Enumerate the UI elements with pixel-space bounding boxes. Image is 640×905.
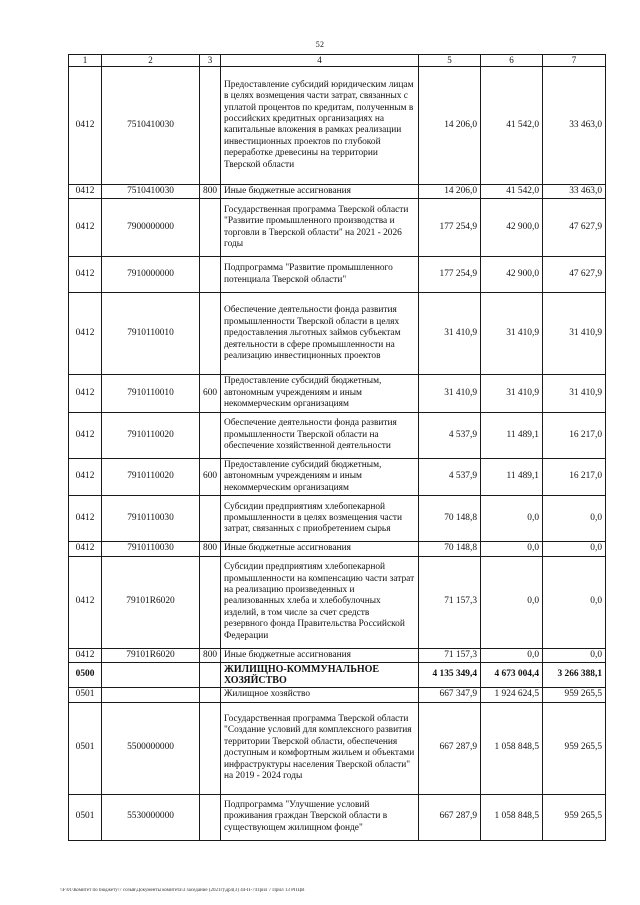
amount-cell: 70 148,8 [419, 542, 481, 556]
amount-cell: 4 135 349,4 [419, 663, 481, 688]
section-code-cell: 0412 [69, 496, 102, 542]
amount-cell: 14 206,0 [419, 184, 481, 198]
column-header: 2 [102, 55, 200, 67]
amount-cell: 0,0 [543, 648, 606, 662]
expense-type-cell [200, 66, 221, 184]
amount-cell: 31 410,9 [419, 375, 481, 412]
table-row [69, 412, 606, 458]
amount-cell: 667 287,9 [419, 794, 481, 840]
amount-cell: 33 463,0 [543, 66, 606, 184]
section-code-cell: 0412 [69, 66, 102, 184]
amount-cell: 31 410,9 [419, 293, 481, 375]
amount-cell: 31 410,9 [481, 293, 543, 375]
column-header: 6 [481, 55, 543, 67]
amount-cell: 41 542,0 [481, 184, 543, 198]
table-row [69, 458, 606, 495]
section-code-cell: 0412 [69, 257, 102, 293]
section-code-cell: 0501 [69, 702, 102, 794]
amount-cell: 0,0 [481, 542, 543, 556]
description-cell: Иные бюджетные ассигнования [221, 542, 419, 556]
target-article-cell: 7910110010 [102, 375, 200, 412]
description-cell: Подпрограмма "Развитие промышленного потенциала Тверской области" [221, 257, 419, 293]
section-code-cell: 0412 [69, 375, 102, 412]
target-article-cell: 5530000000 [102, 794, 200, 840]
amount-cell: 667 347,9 [419, 688, 481, 702]
amount-cell: 177 254,9 [419, 257, 481, 293]
amount-cell: 33 463,0 [543, 184, 606, 198]
expense-type-cell [200, 688, 221, 702]
description-cell: Жилищное хозяйство [221, 688, 419, 702]
expense-type-cell [200, 293, 221, 375]
table-row [69, 794, 606, 840]
expense-type-cell [200, 496, 221, 542]
expense-type-cell: 600 [200, 375, 221, 412]
amount-cell: 4 673 004,4 [481, 663, 543, 688]
section-code-cell: 0412 [69, 648, 102, 662]
amount-cell: 959 265,5 [543, 688, 606, 702]
target-article-cell: 7910110010 [102, 293, 200, 375]
target-article-cell: 7510410030 [102, 184, 200, 198]
table-row [69, 199, 606, 257]
expense-type-cell [200, 794, 221, 840]
amount-cell: 0,0 [481, 648, 543, 662]
section-code-cell: 0501 [69, 688, 102, 702]
amount-cell: 0,0 [543, 496, 606, 542]
amount-cell: 31 410,9 [481, 375, 543, 412]
target-article-cell: 7510410030 [102, 66, 200, 184]
description-cell: ЖИЛИЩНО-КОММУНАЛЬНОЕ ХОЗЯЙСТВО [221, 663, 419, 688]
column-header: 1 [69, 55, 102, 67]
description-cell: Подпрограмма "Улучшение условий проживания граждан Тверской области в существующем жилищном фонде" [221, 794, 419, 840]
expense-type-cell [200, 702, 221, 794]
description-cell: Субсидии предприятиям хлебопекарной промышленности в целях возмещения части затрат, связанных с приобретением сырья [221, 496, 419, 542]
target-article-cell: 7910110020 [102, 458, 200, 495]
section-code-cell: 0412 [69, 293, 102, 375]
description-cell: Иные бюджетные ассигнования [221, 648, 419, 662]
section-code-cell: 0501 [69, 794, 102, 840]
amount-cell: 42 900,0 [481, 257, 543, 293]
table-row [69, 184, 606, 198]
table-row [69, 702, 606, 794]
description-cell: Обеспечение деятельности фонда развития промышленности Тверской области в целях предоставления льготных займов субъектам деятельности в сфере промышленности на реализацию инвестиционных проектов [221, 293, 419, 375]
amount-cell: 47 627,9 [543, 199, 606, 257]
amount-cell: 959 265,5 [543, 702, 606, 794]
amount-cell: 4 537,9 [419, 458, 481, 495]
expense-type-cell [200, 199, 221, 257]
target-article-cell: 7900000000 [102, 199, 200, 257]
section-code-cell: 0412 [69, 412, 102, 458]
table-row [69, 542, 606, 556]
description-cell: Государственная программа Тверской области "Создание условий для комплексного развития территории Тверской области, обеспечения доступным и комфортным жильем и объектами инфраструктуры населения Тверской области" на 2019 - 2024 годы [221, 702, 419, 794]
target-article-cell: 79101R6020 [102, 556, 200, 648]
file-path-footer: \\F\01\Комитет по бюджету\7 созыв\Документы комитета\3 заседание (2021г)\дрл(3) 44-П-7\Прил 7 Прил 13 РПЦВ [60, 888, 305, 893]
amount-cell: 31 410,9 [543, 375, 606, 412]
amount-cell: 1 924 624,5 [481, 688, 543, 702]
amount-cell: 0,0 [481, 556, 543, 648]
amount-cell: 31 410,9 [543, 293, 606, 375]
amount-cell: 16 217,0 [543, 412, 606, 458]
amount-cell: 3 266 388,1 [543, 663, 606, 688]
amount-cell: 1 058 848,5 [481, 702, 543, 794]
section-code-cell: 0500 [69, 663, 102, 688]
expense-type-cell [200, 412, 221, 458]
target-article-cell: 7910110020 [102, 412, 200, 458]
amount-cell: 177 254,9 [419, 199, 481, 257]
section-code-cell: 0412 [69, 542, 102, 556]
amount-cell: 42 900,0 [481, 199, 543, 257]
expense-type-cell: 800 [200, 542, 221, 556]
amount-cell: 70 148,8 [419, 496, 481, 542]
amount-cell: 16 217,0 [543, 458, 606, 495]
amount-cell: 0,0 [481, 496, 543, 542]
column-header: 4 [221, 55, 419, 67]
target-article-cell: 79101R6020 [102, 648, 200, 662]
amount-cell: 1 058 848,5 [481, 794, 543, 840]
amount-cell: 14 206,0 [419, 66, 481, 184]
description-cell: Предоставление субсидий бюджетным, автономным учреждениям и иным некоммерческим организациям [221, 458, 419, 495]
target-article-cell [102, 688, 200, 702]
budget-table [68, 54, 606, 841]
expense-type-cell: 800 [200, 184, 221, 198]
amount-cell: 0,0 [543, 556, 606, 648]
amount-cell: 71 157,3 [419, 648, 481, 662]
table-row [69, 663, 606, 688]
column-number-header-row [69, 55, 606, 67]
table-row [69, 648, 606, 662]
table-row [69, 496, 606, 542]
target-article-cell: 7910110030 [102, 542, 200, 556]
column-header: 3 [200, 55, 221, 67]
table-row [69, 257, 606, 293]
description-cell: Обеспечение деятельности фонда развития промышленности Тверской области на обеспечение хозяйственной деятельности [221, 412, 419, 458]
amount-cell: 71 157,3 [419, 556, 481, 648]
expense-type-cell: 800 [200, 648, 221, 662]
target-article-cell: 7910110030 [102, 496, 200, 542]
table-row [69, 66, 606, 184]
expense-type-cell: 600 [200, 458, 221, 495]
amount-cell: 41 542,0 [481, 66, 543, 184]
expense-type-cell [200, 663, 221, 688]
section-code-cell: 0412 [69, 556, 102, 648]
amount-cell: 0,0 [543, 542, 606, 556]
amount-cell: 11 489,1 [481, 458, 543, 495]
amount-cell: 11 489,1 [481, 412, 543, 458]
target-article-cell: 5500000000 [102, 702, 200, 794]
expense-type-cell [200, 556, 221, 648]
description-cell: Предоставление субсидий юридическим лицам в целях возмещения части затрат, связанных с уплатой процентов по кредитам, полученным в российских кредитных организациях на капитальные вложения в рамках реализации инвестиционных проектов по глубокой переработке древесины на территории Тверской области [221, 66, 419, 184]
description-cell: Государственная программа Тверской области "Развитие промышленного производства и торговли в Тверской области" на 2021 - 2026 годы [221, 199, 419, 257]
description-cell: Иные бюджетные ассигнования [221, 184, 419, 198]
amount-cell: 667 287,9 [419, 702, 481, 794]
section-code-cell: 0412 [69, 199, 102, 257]
section-code-cell: 0412 [69, 458, 102, 495]
expense-type-cell [200, 257, 221, 293]
amount-cell: 959 265,5 [543, 794, 606, 840]
table-row [69, 293, 606, 375]
description-cell: Предоставление субсидий бюджетным, автономным учреждениям и иным некоммерческим организациям [221, 375, 419, 412]
amount-cell: 47 627,9 [543, 257, 606, 293]
target-article-cell: 7910000000 [102, 257, 200, 293]
description-cell: Субсидии предприятиям хлебопекарной промышленности на компенсацию части затрат на реализацию произведенных и реализованных хлеба и хлебобулочных изделий, в том числе за счет средств резервного фонда Правительства Российской Федерации [221, 556, 419, 648]
target-article-cell [102, 663, 200, 688]
amount-cell: 4 537,9 [419, 412, 481, 458]
column-header: 5 [419, 55, 481, 67]
section-code-cell: 0412 [69, 184, 102, 198]
page-number: 52 [315, 40, 325, 49]
table-row [69, 688, 606, 702]
table-row [69, 375, 606, 412]
table-row [69, 556, 606, 648]
column-header: 7 [543, 55, 606, 67]
